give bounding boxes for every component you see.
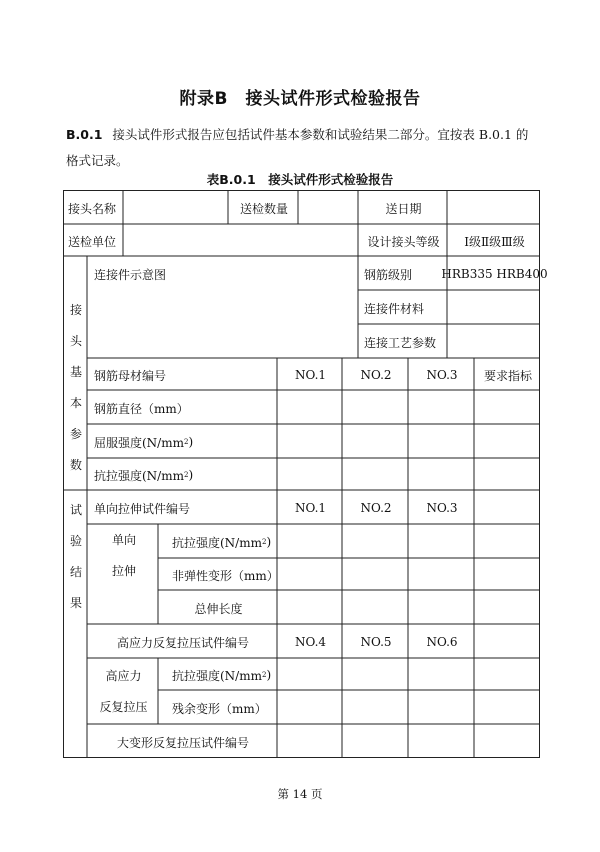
uniaxial-no3: NO.3 [426, 501, 458, 515]
inspection-report-table [63, 190, 548, 758]
uniaxial-no1: NO.1 [294, 501, 327, 515]
connector-diagram-label: 连接件示意图 [94, 267, 167, 282]
basic-params-label: 接头基本参数 [69, 303, 82, 472]
submit-date-label: 送日期 [385, 201, 422, 216]
page-heading: 附录B 接头试件形式检验报告 [179, 89, 421, 109]
rebar-diameter-label: 钢筋直径（mm） [94, 401, 189, 416]
rebar-no2: NO.2 [360, 368, 392, 382]
uniaxial-tensile-label: 抗拉强度(N/mm 2 ) [172, 535, 272, 550]
requirement-label: 要求指标 [483, 368, 532, 383]
total-elongation-label: 总伸长度 [194, 601, 243, 616]
clause-text: 接头试件形式报告应包括试件基本参数和试验结果二部分。宜按表 B.0.1 的格式记录。 [66, 127, 529, 168]
large-deform-number-label: 大变形反复拉压试件编号 [116, 735, 249, 750]
uniaxial-label: 单向拉伸 [112, 533, 137, 578]
table-caption: 表B.0.1 接头试件形式检验报告 [206, 172, 394, 187]
high-stress-label-line2: 反复拉压 [99, 699, 148, 714]
submit-qty-label: 送检数量 [239, 201, 288, 216]
submit-unit-label: 送检单位 [68, 234, 117, 249]
joint-name-label: 接头名称 [68, 201, 117, 216]
test-results-label: 试验结果 [69, 503, 82, 610]
tensile-strength-label: 抗拉强度(N/mm 2 ) [94, 468, 194, 483]
high-stress-label-line1: 高应力 [105, 668, 142, 683]
high-stress-tensile-label: 抗拉强度(N/mm 2 ) [172, 668, 272, 683]
residual-deformation-label: 残余变形（mm） [172, 701, 267, 716]
clause-number: B.0.1 [66, 127, 103, 142]
rebar-no1: NO.1 [294, 368, 327, 382]
design-grade-label: 设计接头等级 [367, 234, 440, 249]
high-stress-no5: NO.5 [360, 635, 392, 649]
high-stress-no4: NO.4 [294, 635, 327, 649]
connector-material-label: 连接件材料 [364, 301, 425, 316]
uniaxial-no2: NO.2 [360, 501, 392, 515]
rebar-no3: NO.3 [426, 368, 458, 382]
uniaxial-number-label: 单向拉伸试件编号 [94, 501, 191, 516]
yield-strength-label: 屈服强度(N/mm 2 ) [94, 435, 194, 450]
rebar-number-label: 钢筋母材编号 [94, 368, 167, 383]
rebar-grade-value: HRB335 HRB400 [441, 267, 548, 281]
high-stress-number-label: 高应力反复拉压试件编号 [116, 635, 249, 650]
rebar-grade-label: 钢筋级别 [364, 267, 413, 282]
high-stress-no6: NO.6 [426, 635, 458, 649]
grade-options: Ⅰ级Ⅱ级Ⅲ级 [464, 234, 525, 249]
process-params-label: 连接工艺参数 [364, 335, 437, 350]
page-footer: 第 14 页 [277, 787, 323, 801]
inelastic-deformation-label: 非弹性变形（mm） [172, 568, 279, 583]
clause-paragraph [66, 122, 540, 174]
